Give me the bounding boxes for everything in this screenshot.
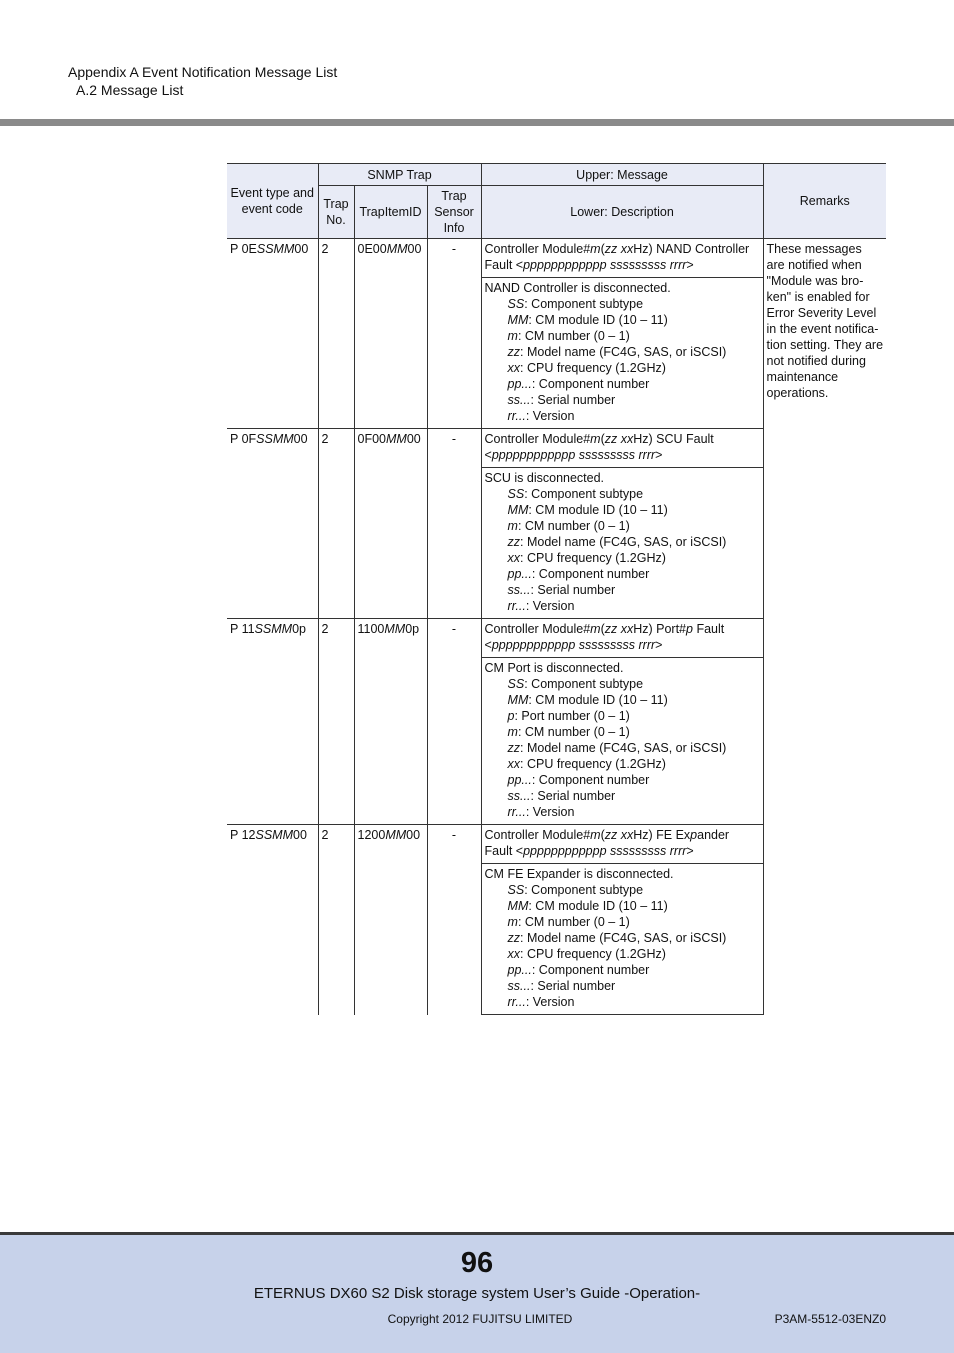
copyright: Copyright 2012 FUJITSU LIMITED <box>387 1312 573 1326</box>
running-header <box>68 63 337 99</box>
col-header-snmp-trap: SNMP Trap <box>318 164 481 186</box>
trap-no-cell: 2 <box>318 619 354 825</box>
description-detail: MM: CM module ID (10 – 11) <box>507 899 668 913</box>
description-summary: CM Port is disconnected. <box>484 661 624 675</box>
description-summary: NAND Controller is disconnected. <box>484 281 671 295</box>
description-detail: SS: Component subtype <box>507 487 644 501</box>
description-detail: SS: Component subtype <box>507 883 644 897</box>
description-detail: pp...: Component number <box>507 963 650 977</box>
description-detail: xx: CPU frequency (1.2GHz) <box>507 947 666 961</box>
description-detail: xx: CPU frequency (1.2GHz) <box>507 551 666 565</box>
description-cell <box>481 468 763 619</box>
trap-item-id-cell: 1100MM0p <box>354 619 427 825</box>
page-footer <box>0 1232 954 1353</box>
description-detail: MM: CM module ID (10 – 11) <box>507 313 668 327</box>
message-cell: Controller Module#m(zz xxHz) SCU Fault <pppppppppppp sssssssss rrrr> <box>481 429 763 468</box>
description-detail: SS: Component subtype <box>507 677 644 691</box>
description-detail: xx: CPU frequency (1.2GHz) <box>507 757 666 771</box>
description-detail: rr...: Version <box>507 995 575 1009</box>
event-code-cell: P 0FSSMM00 <box>227 429 318 619</box>
trap-no-cell: 2 <box>318 825 354 1015</box>
description-detail: zz: Model name (FC4G, SAS, or iSCSI) <box>507 345 727 359</box>
description-detail: MM: CM module ID (10 – 11) <box>507 503 668 517</box>
event-code-cell: P 12SSMM00 <box>227 825 318 1015</box>
description-detail: m: CM number (0 – 1) <box>507 725 630 739</box>
col-header-event-type: Event type and event code <box>227 164 318 239</box>
message-cell: Controller Module#m(zz xxHz) FE Expander Fault <pppppppppppp sssssssss rrrr> <box>481 825 763 864</box>
col-header-trap-no: Trap No. <box>318 186 354 239</box>
description-detail: rr...: Version <box>507 409 575 423</box>
message-table-body <box>227 239 886 1015</box>
description-cell <box>481 864 763 1015</box>
description-detail: p: Port number (0 – 1) <box>507 709 630 723</box>
header-section: A.2 Message List <box>76 82 184 98</box>
description-detail: SS: Component subtype <box>507 297 644 311</box>
trap-sensor-info-cell: - <box>427 429 481 619</box>
description-detail: ss...: Serial number <box>507 583 616 597</box>
description-detail: zz: Model name (FC4G, SAS, or iSCSI) <box>507 535 727 549</box>
col-header-lower-description: Lower: Description <box>481 186 763 239</box>
header-chapter: Appendix A Event Notification Message List <box>68 64 338 80</box>
trap-sensor-info-cell: - <box>427 619 481 825</box>
description-detail: pp...: Component number <box>507 377 650 391</box>
description-detail: m: CM number (0 – 1) <box>507 519 630 533</box>
description-cell <box>481 278 763 429</box>
header-rule <box>0 119 954 126</box>
col-header-trap-sensor-info: Trap Sensor Info <box>427 186 481 239</box>
col-header-upper-message: Upper: Message <box>481 164 763 186</box>
description-summary: CM FE Expander is disconnected. <box>484 867 674 881</box>
description-cell <box>481 658 763 825</box>
description-detail: xx: CPU frequency (1.2GHz) <box>507 361 666 375</box>
description-detail: ss...: Serial number <box>507 979 616 993</box>
message-cell: Controller Module#m(zz xxHz) NAND Controller Fault <pppppppppppp sssssssss rrrr> <box>481 239 763 278</box>
description-detail: m: CM number (0 – 1) <box>507 329 630 343</box>
description-detail: ss...: Serial number <box>507 393 616 407</box>
description-detail: ss...: Serial number <box>507 789 616 803</box>
message-table <box>227 163 886 1015</box>
remarks-cell: These messages are notified when "Module was bro-ken" is enabled for Error Severity Level in the event notifica-tion setting. They are not notified during maintenance operations. <box>763 239 886 1015</box>
message-cell: Controller Module#m(zz xxHz) Port#p Fault <pppppppppppp sssssssss rrrr> <box>481 619 763 658</box>
event-code-cell: P 11SSMM0p <box>227 619 318 825</box>
trap-no-cell: 2 <box>318 239 354 429</box>
document-id: P3AM-5512-03ENZ0 <box>774 1312 886 1326</box>
page-number: 96 <box>460 1247 494 1279</box>
description-detail: m: CM number (0 – 1) <box>507 915 630 929</box>
col-header-trap-item-id: TrapItemID <box>354 186 427 239</box>
description-detail: zz: Model name (FC4G, SAS, or iSCSI) <box>507 741 727 755</box>
description-detail: rr...: Version <box>507 805 575 819</box>
trap-item-id-cell: 1200MM00 <box>354 825 427 1015</box>
description-summary: SCU is disconnected. <box>484 471 605 485</box>
trap-no-cell: 2 <box>318 429 354 619</box>
description-detail: pp...: Component number <box>507 567 650 581</box>
description-detail: MM: CM module ID (10 – 11) <box>507 693 668 707</box>
table-row <box>227 239 886 278</box>
trap-sensor-info-cell: - <box>427 239 481 429</box>
document-title: ETERNUS DX60 S2 Disk storage system User’s Guide -Operation- <box>253 1285 701 1302</box>
event-code-cell: P 0ESSMM00 <box>227 239 318 429</box>
trap-item-id-cell: 0E00MM00 <box>354 239 427 429</box>
description-detail: rr...: Version <box>507 599 575 613</box>
trap-item-id-cell: 0F00MM00 <box>354 429 427 619</box>
description-detail: zz: Model name (FC4G, SAS, or iSCSI) <box>507 931 727 945</box>
description-detail: pp...: Component number <box>507 773 650 787</box>
trap-sensor-info-cell: - <box>427 825 481 1015</box>
col-header-remarks: Remarks <box>763 164 886 239</box>
